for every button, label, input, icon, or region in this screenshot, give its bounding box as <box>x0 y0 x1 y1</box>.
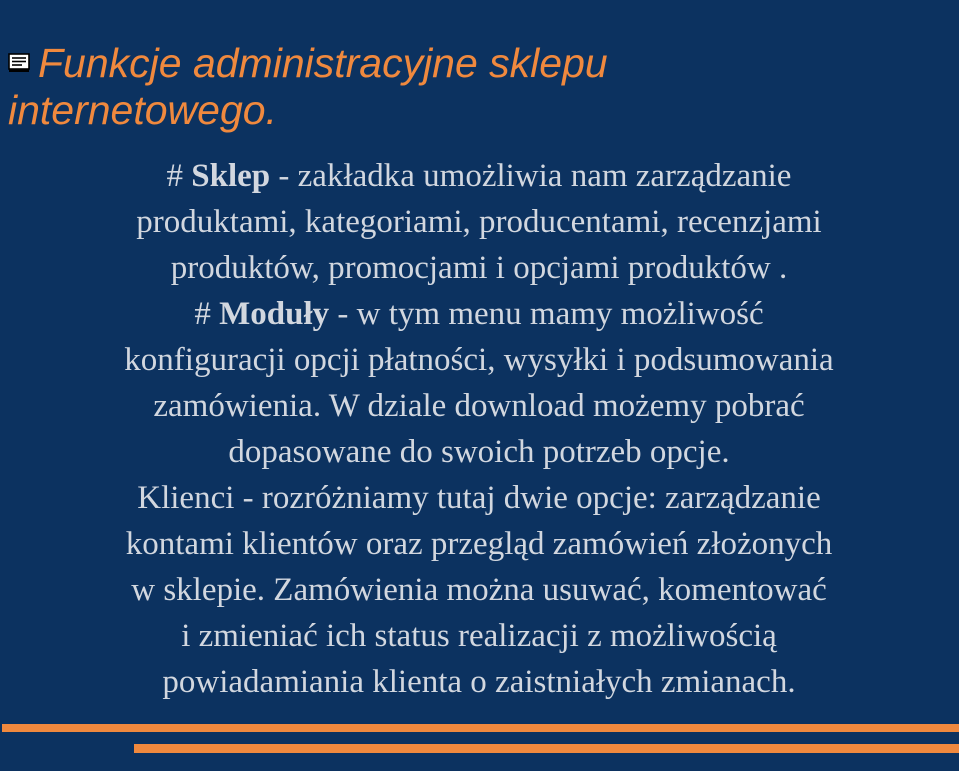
slide-title-line-2: internetowego. <box>8 87 277 133</box>
body-line-text: - zakładka umożliwia nam zarządzanie <box>270 158 792 194</box>
title-row <box>8 40 938 134</box>
body-line: produktów, promocjami i opcjami produktów . <box>170 250 788 286</box>
accent-bar-bottom <box>134 744 959 753</box>
notes-icon <box>8 53 30 73</box>
hash-marker: # <box>166 158 192 194</box>
term-moduly: Moduły <box>219 296 330 332</box>
body-line: kontami klientów oraz przegląd zamówień złożonych <box>125 526 833 562</box>
body-line: powiadamiania klienta o zaistniałych zmianach. <box>162 664 796 700</box>
accent-bar-top <box>2 724 959 732</box>
body-line: zamówienia. W dziale download możemy pobrać <box>153 388 805 424</box>
slide-title <box>8 40 938 134</box>
body-line <box>4 291 954 337</box>
body-line: dopasowane do swoich potrzeb opcje. <box>228 434 730 470</box>
term-sklep: Sklep <box>191 158 271 194</box>
body-line: Klienci - rozróżniamy tutaj dwie opcje: zarządzanie <box>137 480 821 516</box>
slide-body-text <box>4 153 954 705</box>
body-line: w sklepie. Zamówienia można usuwać, komentować <box>131 572 827 608</box>
body-line-text: - w tym menu mamy możliwość <box>329 296 764 332</box>
body-line: konfiguracji opcji płatności, wysyłki i podsumowania <box>124 342 834 378</box>
body-line: i zmieniać ich status realizacji z możliwością <box>181 618 777 654</box>
body-line <box>4 153 954 199</box>
body-line: produktami, kategoriami, producentami, recenzjami <box>136 204 822 240</box>
hash-marker: # <box>194 296 220 332</box>
slide-title-line-1: Funkcje administracyjne sklepu <box>38 40 608 86</box>
